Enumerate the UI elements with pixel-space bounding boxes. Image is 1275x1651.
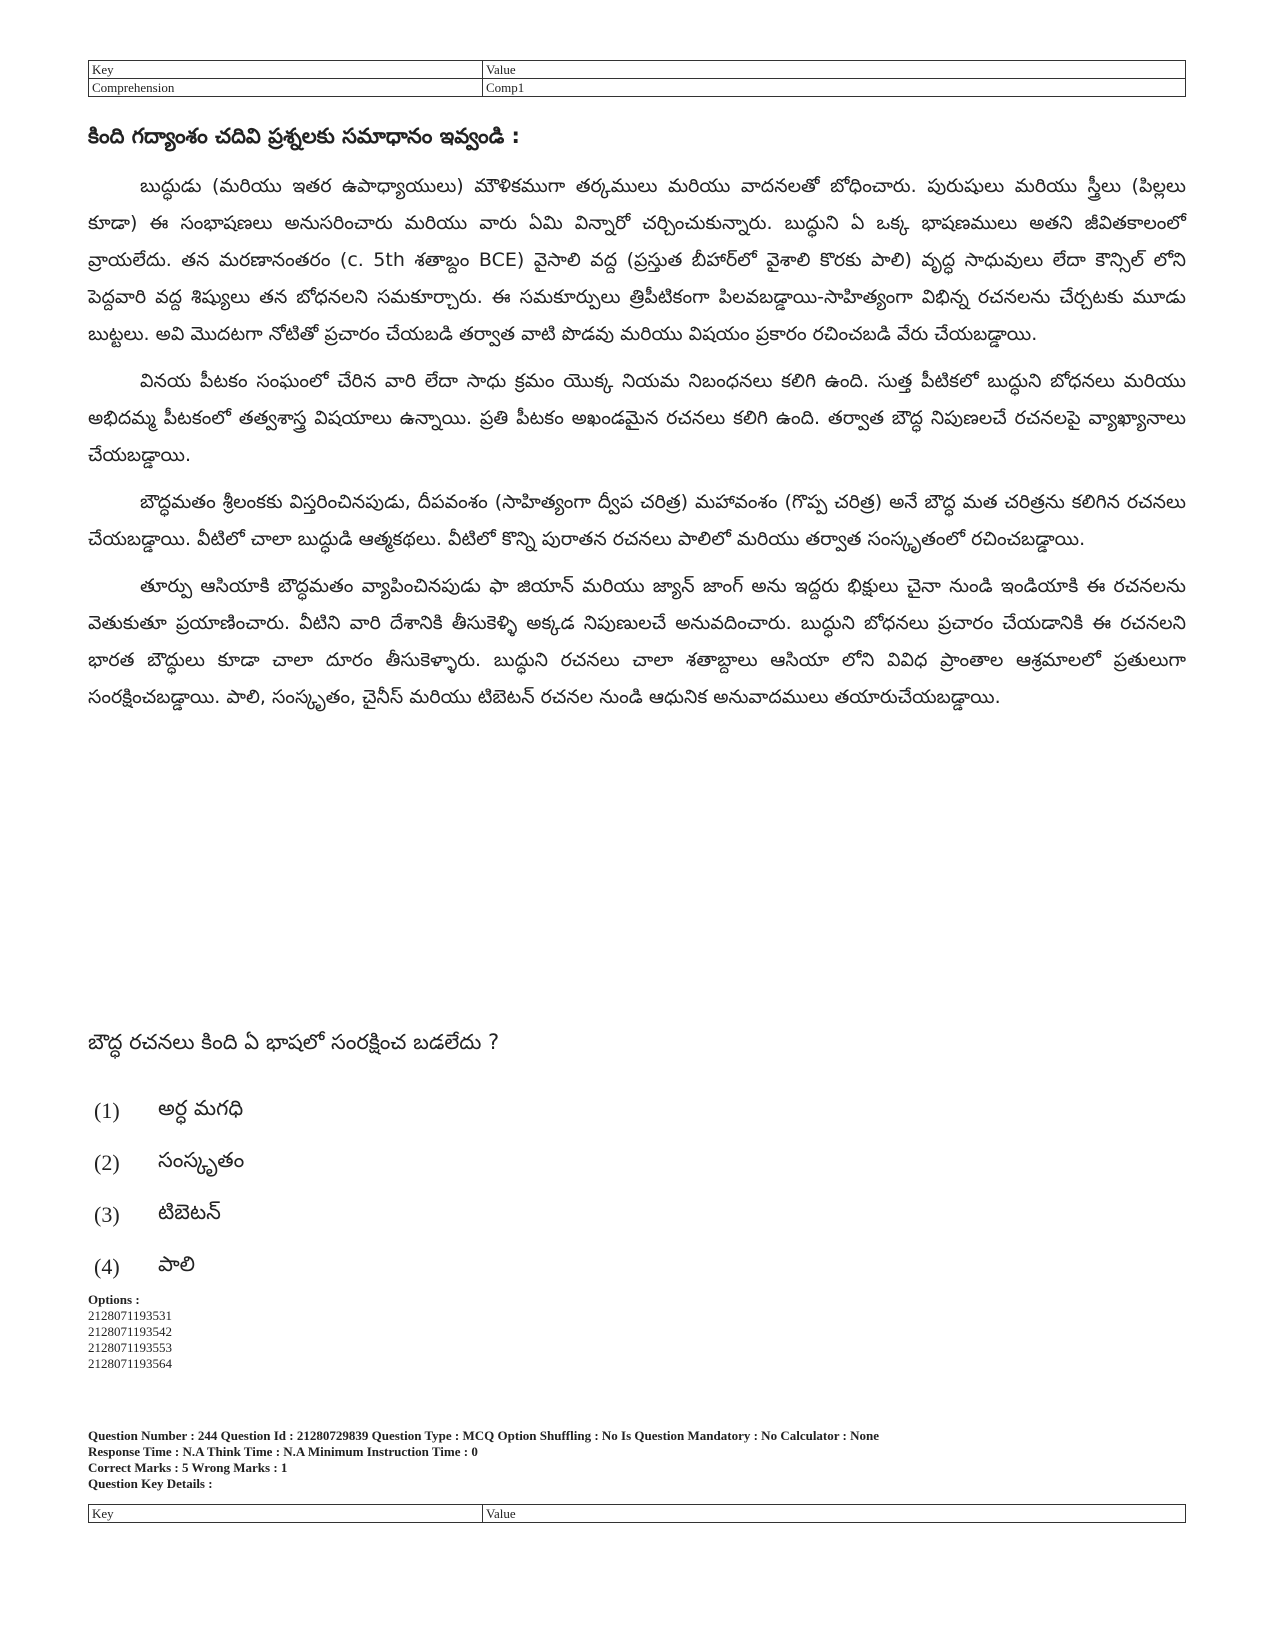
value-header: Value [483,1505,1186,1523]
option-4[interactable] [94,1241,244,1293]
value-header: Value [483,61,1186,79]
option-number: (4) [94,1254,120,1279]
options-label: Options : [88,1292,140,1307]
key-details-label: Question Key Details : [88,1476,213,1491]
passage-paragraph-3: బౌద్ధమతం శ్రీలంకకు విస్తరించినపుడు, దీపవంశం (సాహిత్యంగా ద్వీప చరిత్ర) మహావంశం (గొప్ప చరిత్ర) అనే బౌద్ధ మత చరిత్రను కలిగిన రచనలు చేయబడ్డాయి. వీటిలో చాలా బుద్ధుడి ఆత్మకథలు. వీటిలో కొన్ని పురాతన రచనలు పాలిలో మరియు తర్వాత సంస్కృతంలో రచించబడ్డాయి. [88,491,1186,550]
key-header: Key [89,1505,483,1523]
option-text: టిబెటన్ [158,1200,221,1224]
option-text: సంస్కృతం [158,1148,245,1172]
marks-line: Correct Marks : 5 Wrong Marks : 1 [88,1460,288,1475]
key-cell: Comprehension [89,79,483,97]
passage-paragraph-2: వినయ పీటకం సంఘంలో చేరిన వారి లేదా సాధు క్రమం యొక్క నియమ నిబంధనలు కలిగి ఉంది. సుత్త పీటికలో బుద్ధుని బోధనలు మరియు అభిదమ్మ పీటకంలో తత్వశాస్త్ర విషయాలు ఉన్నాయి. ప్రతి పీటకం అఖండమైన రచనలు కలిగి ఉంది. తర్వాత బౌద్ధ నిపుణలచే రచనలపై వ్యాఖ్యానాలు చేయబడ్డాయి. [88,370,1186,466]
option-number: (2) [94,1150,120,1175]
question-meta-line: Question Number : 244 Question Id : 21280729839 Question Type : MCQ Option Shuffling : No Is Question Mandatory : No Calculator : None [88,1428,880,1443]
option-number: (3) [94,1202,120,1227]
table-header-row [89,1505,1186,1523]
question-text: బౌద్ధ రచనలు కింది ఏ భాషలో సంరక్షించ బడలేదు ? [88,1030,500,1054]
option-id: 2128071193553 [88,1340,173,1355]
option-text: అర్ధ మగధి [158,1096,244,1120]
comprehension-key-table [88,60,1186,97]
question-key-table [88,1504,1186,1523]
question-meta [88,1428,879,1492]
option-3[interactable] [94,1189,244,1241]
answer-options [94,1085,244,1293]
option-id: 2128071193531 [88,1308,173,1323]
option-2[interactable] [94,1137,244,1189]
key-header: Key [89,61,483,79]
question-meta-line: Response Time : N.A Think Time : N.A Minimum Instruction Time : 0 [88,1444,478,1459]
option-1[interactable] [94,1085,244,1137]
instruction-heading: కింది గద్యాంశం చదివి ప్రశ్నలకు సమాధానం ఇవ్వండి : [88,124,520,148]
table-row [89,79,1186,97]
value-cell: Comp1 [483,79,1186,97]
option-number: (1) [94,1098,120,1123]
option-text: పాలి [158,1252,196,1276]
passage-paragraph-1: బుద్ధుడు (మరియు ఇతర ఉపాధ్యాయులు) మౌళికముగా తర్కములు మరియు వాదనలతో బోధించారు. పురుషులు మరియు స్త్రీలు (పిల్లలు కూడా) ఈ సంభాషణలు అనుసరించారు మరియు వారు ఏమి విన్నారో చర్చించుకున్నారు. బుద్ధుని ఏ ఒక్క భాషణములు అతని జీవితకాలంలో వ్రాయలేదు. తన మరణానంతరం (c. 5th శతాబ్దం BCE) వైసాలి వద్ద (ప్రస్తుత బీహార్‌లో వైశాలి కొరకు పాలి) వృద్ధ సాధువులు లేదా కౌన్సిల్ లోని పెద్దవారి వద్ద శిష్యులు తన బోధనలని సమకూర్చారు. ఈ సమకూర్పులు త్రిపీటికంగా పిలవబడ్డాయి-సాహిత్యంగా విభిన్న రచనలను చేర్చటకు మూడు బుట్టలు. అవి మొదటగా నోటితో ప్రచారం చేయబడి తర్వాత వాటి పొడవు మరియు విషయం ప్రకారం రచించబడి వేరు చేయబడ్డాయి. [88,175,1186,345]
passage-paragraph-4: తూర్పు ఆసియాకి బౌద్ధమతం వ్యాపించినపుడు ఫా జియాన్ మరియు జ్యాన్ జాంగ్ అను ఇద్దరు భిక్షులు చైనా నుండి ఇండియాకి ఈ రచనలను వెతుకుతూ ప్రయాణించారు. వీటిని వారి దేశానికి తీసుకెళ్ళి అక్కడ నిపుణులచే అనువదించారు. బుద్ధుని బోధనలు ప్రచారం చేయడానికి ఈ రచనలని భారత బౌద్ధులు కూడా చాలా దూరం తీసుకెళ్ళారు. బుద్ధుని రచనలు చాలా శతాబ్దాలు ఆసియా లోని వివిధ ప్రాంతాల ఆశ్రమాలలో ప్రతులుగా సంరక్షించబడ్డాయి. పాలి, సంస్కృతం, చైనీస్ మరియు టిబెటన్ రచనల నుండి ఆధునిక అనువాదములు తయారుచేయబడ్డాయి. [88,575,1186,708]
option-ids-block [88,1292,172,1372]
table-header-row [89,61,1186,79]
option-id: 2128071193564 [88,1356,173,1371]
comprehension-passage [88,168,1186,726]
option-id: 2128071193542 [88,1324,173,1339]
